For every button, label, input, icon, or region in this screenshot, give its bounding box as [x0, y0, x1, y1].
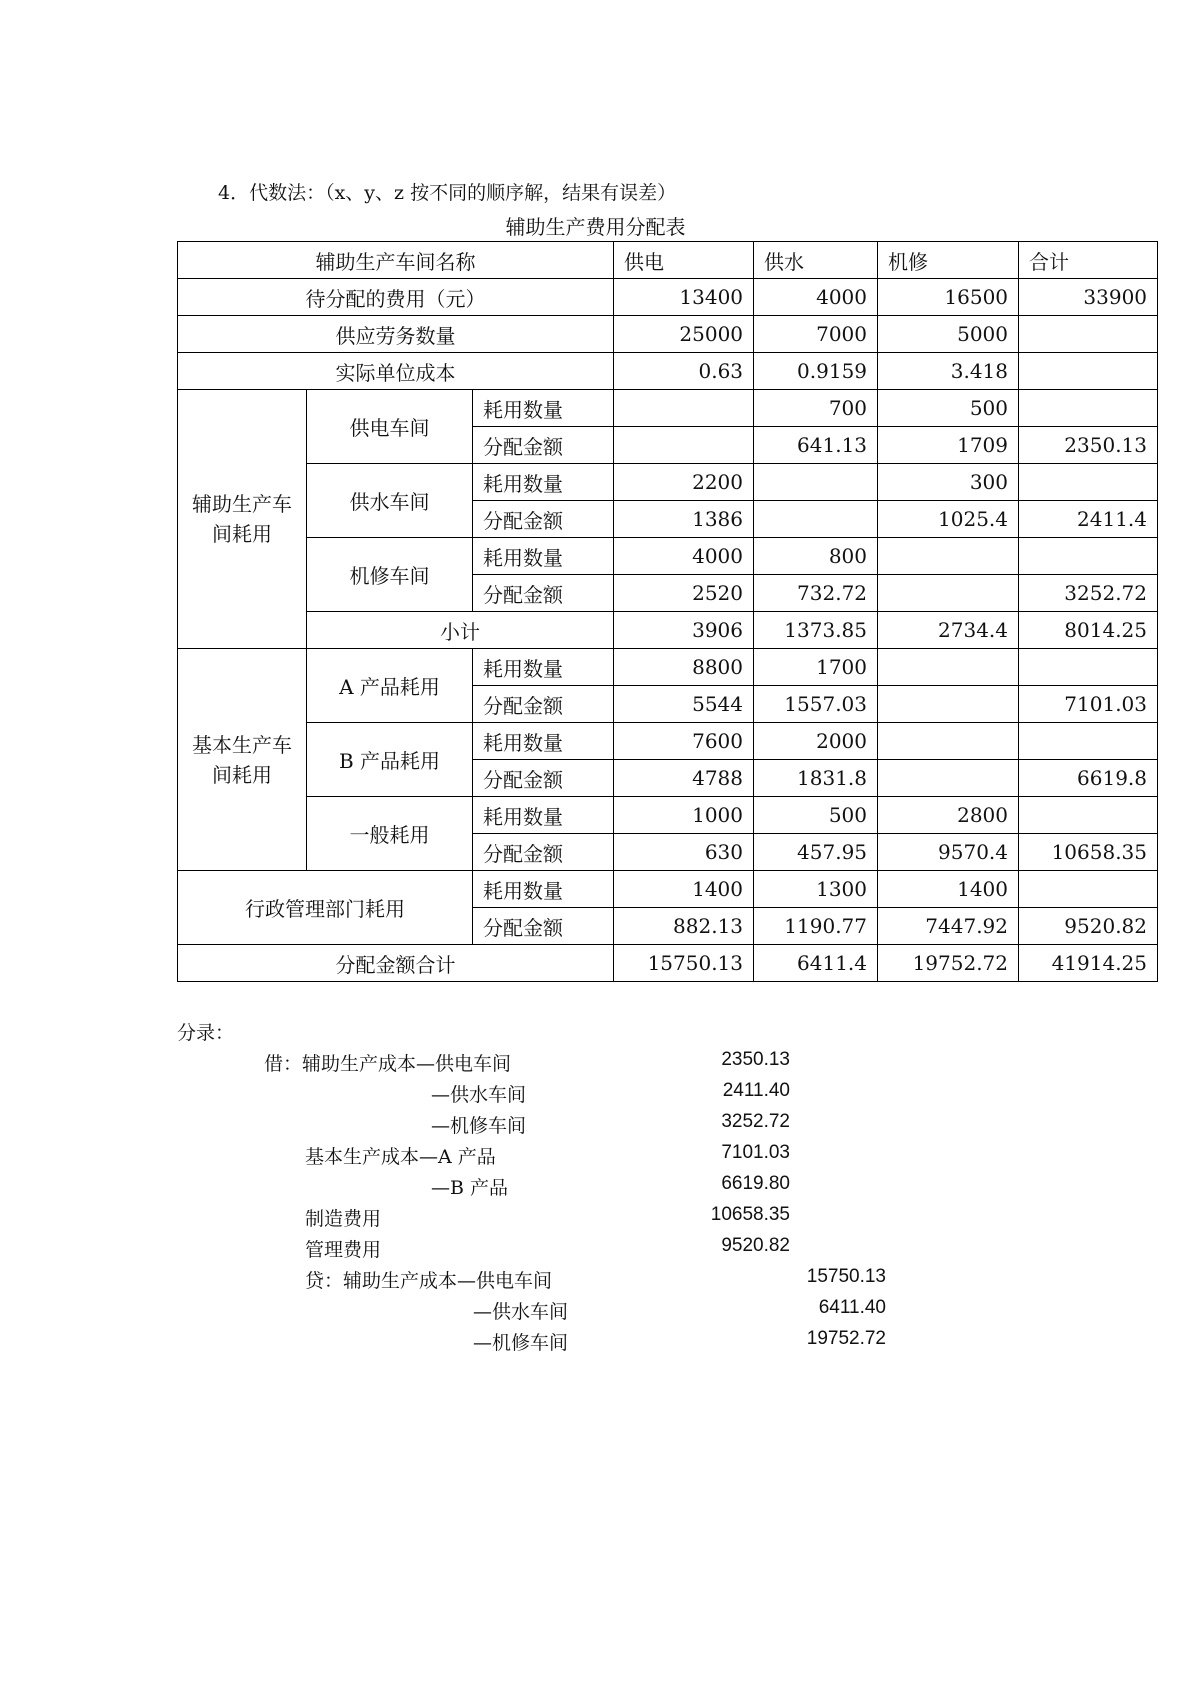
aux-group-label: 辅助生产车间耗用 — [178, 390, 307, 649]
subtotal-label: 小计 — [307, 612, 614, 649]
cell-repair: 7447.92 — [878, 908, 1019, 945]
cell-repair: 300 — [878, 464, 1019, 501]
cell-water: 7000 — [754, 316, 878, 353]
qty-label: 耗用数量 — [473, 871, 614, 908]
admin-label: 行政管理部门耗用 — [178, 871, 473, 945]
journal-line-text: —机修车间 — [431, 1115, 527, 1137]
cell-power: 2520 — [614, 575, 754, 612]
workshop-name: 供水车间 — [307, 464, 473, 538]
journal-line-text: 贷：辅助生产成本—供电车间 — [305, 1270, 553, 1292]
qty-label: 耗用数量 — [473, 723, 614, 760]
cell-power: 1386 — [614, 501, 754, 538]
cell-water: 1831.8 — [754, 760, 878, 797]
cell-power: 1400 — [614, 871, 754, 908]
cell-water: 800 — [754, 538, 878, 575]
cell-power: 15750.13 — [614, 945, 754, 982]
journal-line-text: —供水车间 — [431, 1084, 527, 1106]
cell-power: 3906 — [614, 612, 754, 649]
cell-repair: 16500 — [878, 279, 1019, 316]
header-repair: 机修 — [878, 242, 1019, 279]
consumer-name: A 产品耗用 — [307, 649, 473, 723]
cell-power: 25000 — [614, 316, 754, 353]
workshop-name: 机修车间 — [307, 538, 473, 612]
cell-repair: 9570.4 — [878, 834, 1019, 871]
journal-line-amount: 15750.13 — [806, 1266, 886, 1287]
cell-power: 4788 — [614, 760, 754, 797]
cell-total: 6619.8 — [1019, 760, 1158, 797]
row-label: 供应劳务数量 — [178, 316, 614, 353]
journal-line-text: —机修车间 — [473, 1332, 569, 1354]
qty-label: 耗用数量 — [473, 538, 614, 575]
cell-total: 3252.72 — [1019, 575, 1158, 612]
cell-total: 2411.4 — [1019, 501, 1158, 538]
cell-power: 5544 — [614, 686, 754, 723]
amount-label: 分配金额 — [473, 427, 614, 464]
journal-line-amount: 9520.82 — [721, 1235, 790, 1256]
table-caption: 辅助生产费用分配表 — [505, 215, 686, 239]
qty-label: 耗用数量 — [473, 464, 614, 501]
cell-power: 2200 — [614, 464, 754, 501]
cell-total: 41914.25 — [1019, 945, 1158, 982]
cell-total: 9520.82 — [1019, 908, 1158, 945]
cell-water: 6411.4 — [754, 945, 878, 982]
cell-repair: 1400 — [878, 871, 1019, 908]
cell-water: 457.95 — [754, 834, 878, 871]
header-water: 供水 — [754, 242, 878, 279]
cell-water: 732.72 — [754, 575, 878, 612]
qty-label: 耗用数量 — [473, 390, 614, 427]
journal-line-amount: 6619.80 — [721, 1173, 790, 1194]
amount-label: 分配金额 — [473, 501, 614, 538]
cell-repair: 2734.4 — [878, 612, 1019, 649]
cell-total: 33900 — [1019, 279, 1158, 316]
cell-water: 1557.03 — [754, 686, 878, 723]
amount-label: 分配金额 — [473, 686, 614, 723]
cell-power: 630 — [614, 834, 754, 871]
cell-repair: 3.418 — [878, 353, 1019, 390]
journal-line-text: 借：辅助生产成本—供电车间 — [264, 1053, 512, 1075]
cell-water: 700 — [754, 390, 878, 427]
cell-total: 8014.25 — [1019, 612, 1158, 649]
cell-power: 882.13 — [614, 908, 754, 945]
cell-power: 1000 — [614, 797, 754, 834]
amount-label: 分配金额 — [473, 834, 614, 871]
cell-repair: 5000 — [878, 316, 1019, 353]
journal-line-text: —供水车间 — [473, 1301, 569, 1323]
cell-repair: 500 — [878, 390, 1019, 427]
cell-power: 8800 — [614, 649, 754, 686]
row-label: 待分配的费用（元） — [178, 279, 614, 316]
journal-line-amount: 2411.40 — [722, 1080, 790, 1101]
qty-label: 耗用数量 — [473, 649, 614, 686]
cell-water: 1700 — [754, 649, 878, 686]
cell-power: 13400 — [614, 279, 754, 316]
journal-line-amount: 3252.72 — [721, 1111, 790, 1132]
section-heading: 4．代数法：（x、y、z 按不同的顺序解，结果有误差） — [218, 182, 677, 204]
cell-repair: 2800 — [878, 797, 1019, 834]
cell-repair: 1709 — [878, 427, 1019, 464]
cell-power: 0.63 — [614, 353, 754, 390]
amount-label: 分配金额 — [473, 908, 614, 945]
total-label: 分配金额合计 — [178, 945, 614, 982]
cell-water: 0.9159 — [754, 353, 878, 390]
cell-power: 7600 — [614, 723, 754, 760]
journal-line-text: 基本生产成本—A 产品 — [305, 1146, 496, 1168]
cell-repair: 1025.4 — [878, 501, 1019, 538]
row-label: 实际单位成本 — [178, 353, 614, 390]
journal-line-amount: 6411.40 — [818, 1297, 886, 1318]
amount-label: 分配金额 — [473, 575, 614, 612]
cell-repair: 19752.72 — [878, 945, 1019, 982]
consumer-name: B 产品耗用 — [307, 723, 473, 797]
journal-line-amount: 7101.03 — [721, 1142, 790, 1163]
journal-line-text: 管理费用 — [305, 1239, 382, 1261]
header-total: 合计 — [1019, 242, 1158, 279]
journal-line-amount: 10658.35 — [710, 1204, 790, 1225]
cell-water: 4000 — [754, 279, 878, 316]
journal-line-amount: 19752.72 — [806, 1328, 886, 1349]
consumer-name: 一般耗用 — [307, 797, 473, 871]
cell-water: 1373.85 — [754, 612, 878, 649]
cell-power: 4000 — [614, 538, 754, 575]
cell-total: 10658.35 — [1019, 834, 1158, 871]
header-power: 供电 — [614, 242, 754, 279]
journal-line-amount: 2350.13 — [721, 1049, 790, 1070]
qty-label: 耗用数量 — [473, 797, 614, 834]
cell-total: 2350.13 — [1019, 427, 1158, 464]
journal-line-text: —B 产品 — [431, 1177, 509, 1199]
cell-water: 641.13 — [754, 427, 878, 464]
amount-label: 分配金额 — [473, 760, 614, 797]
cell-water: 1190.77 — [754, 908, 878, 945]
basic-group-label: 基本生产车间耗用 — [178, 649, 307, 871]
header-name: 辅助生产车间名称 — [178, 242, 614, 279]
cell-water: 500 — [754, 797, 878, 834]
cell-water: 2000 — [754, 723, 878, 760]
cell-total: 7101.03 — [1019, 686, 1158, 723]
cell-water: 1300 — [754, 871, 878, 908]
journal-title: 分录： — [177, 1022, 235, 1044]
workshop-name: 供电车间 — [307, 390, 473, 464]
journal-line-text: 制造费用 — [305, 1208, 382, 1230]
